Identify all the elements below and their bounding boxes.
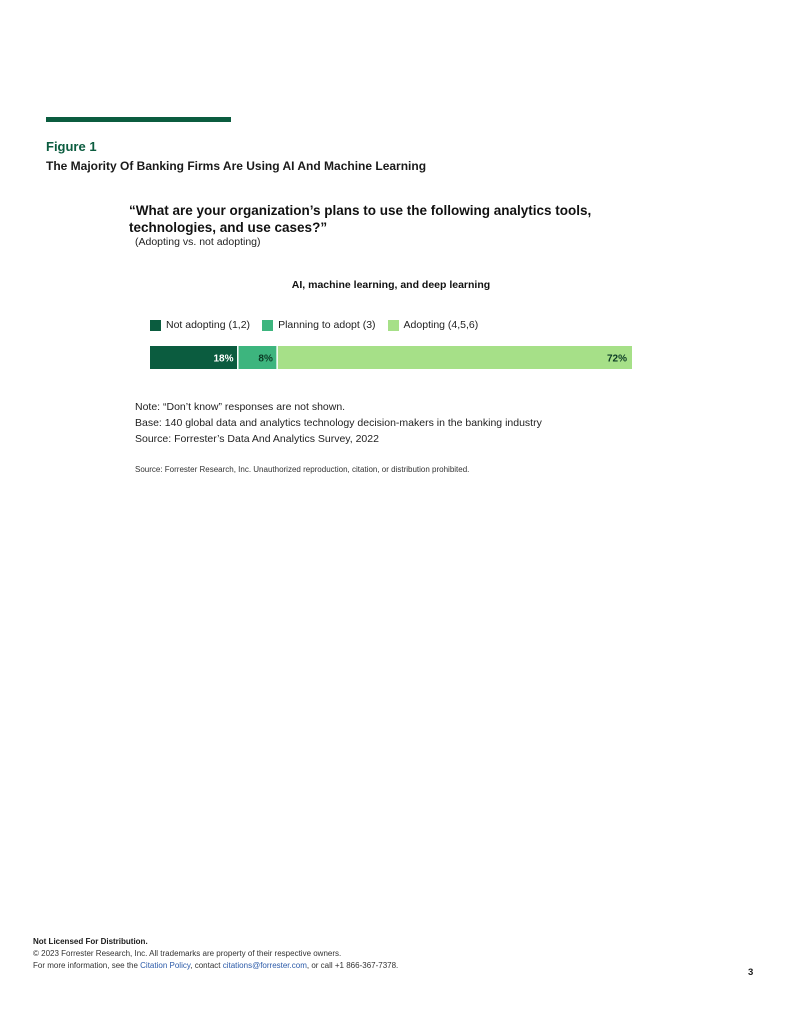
legend-label: Planning to adopt (3) xyxy=(278,319,376,331)
page-number: 3 xyxy=(748,967,754,978)
figure-label: Figure 1 xyxy=(46,139,97,154)
figure-title: The Majority Of Banking Firms Are Using AI And Machine Learning xyxy=(46,159,427,173)
legend-swatch xyxy=(262,320,273,331)
legend-item-planning xyxy=(262,319,375,331)
chart-notes xyxy=(135,399,542,447)
contact-prefix: For more information, see the xyxy=(33,961,141,970)
legend-label: Adopting (4,5,6) xyxy=(403,319,479,331)
note-line: Note: “Don’t know” responses are not shown. xyxy=(135,401,346,413)
legend-label: Not adopting (1,2) xyxy=(166,319,251,331)
data-label-planning: 8% xyxy=(258,353,273,365)
contact-info xyxy=(33,960,398,972)
contact-mid: , contact xyxy=(190,961,223,970)
base-line: Base: 140 global data and analytics technology decision-makers in the banking industry xyxy=(135,417,542,429)
data-label-not-adopting: 18% xyxy=(213,353,234,365)
license-notice: Not Licensed For Distribution. xyxy=(33,937,148,946)
legend-item-adopting xyxy=(388,319,479,331)
contact-suffix: , or call +1 866-367-7378. xyxy=(306,961,399,970)
chart-title: AI, machine learning, and deep learning xyxy=(291,279,491,291)
citation-policy-link[interactable]: Citation Policy xyxy=(140,961,191,970)
survey-question: “What are your organization’s plans to use the following analytics tools, technologies, and use cases?” xyxy=(129,203,592,235)
legend-swatch xyxy=(388,320,399,331)
copyright-source-line: Source: Forrester Research, Inc. Unauthorized reproduction, citation, or distribution prohibited. xyxy=(135,465,470,474)
survey-source-line: Source: Forrester’s Data And Analytics Survey, 2022 xyxy=(135,433,379,445)
chart-legend xyxy=(150,318,490,332)
page-footer xyxy=(33,936,398,972)
legend-swatch xyxy=(150,320,161,331)
figure-rule xyxy=(46,117,231,122)
data-label-adopting: 72% xyxy=(606,353,627,365)
copyright-notice: © 2023 Forrester Research, Inc. All trademarks are property of their respective owners. xyxy=(33,949,342,958)
survey-question-subtitle: (Adopting vs. not adopting) xyxy=(135,236,261,248)
email-link[interactable]: citations@forrester.com xyxy=(222,961,307,970)
stacked-bar-chart xyxy=(150,346,632,369)
legend-item-not-adopting xyxy=(150,319,250,331)
bar-segment-adopting xyxy=(278,346,632,369)
